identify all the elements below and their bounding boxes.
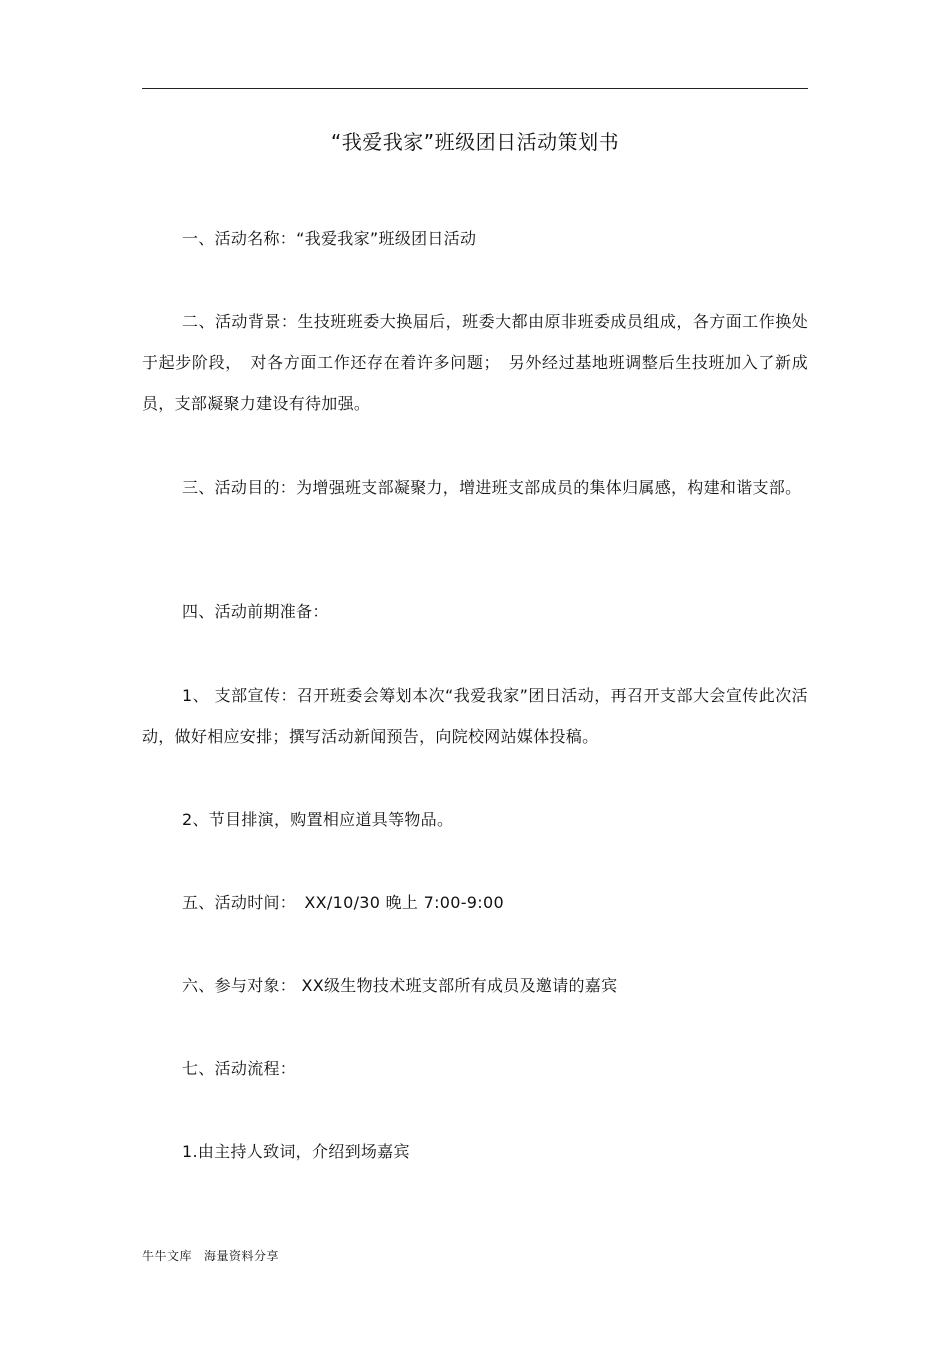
preparation-item-rehearsal: 2、节目排演，购置相应道具等物品。 xyxy=(182,810,454,829)
section-activity-process: 七、活动流程： xyxy=(182,1059,297,1078)
section-participants: 六、参与对象： XX级生物技术班支部所有成员及邀请的嘉宾 xyxy=(182,976,618,995)
preparation-item-publicity: 1、 支部宣传：召开班委会筹划本次“我爱我家”团日活动，再召开支部大会宣传此次活动，做好相应安排；撰写活动新闻预告，向院校网站媒体投稿。 xyxy=(142,686,808,746)
section-activity-name: 一、活动名称：“我爱我家”班级团日活动 xyxy=(182,229,477,248)
section-activity-background: 二、活动背景：生技班班委大换届后，班委大都由原非班委成员组成，各方面工作换处于起步阶段， 对各方面工作还存在着许多问题； 另外经过基地班调整后生技班加入了新成员，支部凝聚力建设有待加强。 xyxy=(142,312,808,413)
document-title: “我爱我家”班级团日活动策划书 xyxy=(330,130,620,154)
process-item-opening: 1.由主持人致词，介绍到场嘉宾 xyxy=(182,1142,410,1161)
section-activity-time: 五、活动时间： XX/10/30 晚上 7:00-9:00 xyxy=(182,893,504,912)
footer-slogan: 海量资料分享 xyxy=(204,1249,280,1263)
page-footer xyxy=(142,1247,279,1265)
section-preparation-heading: 四、活动前期准备： xyxy=(182,602,329,621)
footer-brand: 牛牛文库 xyxy=(142,1249,193,1263)
header-rule xyxy=(142,88,808,89)
section-activity-purpose: 三、活动目的：为增强班支部凝聚力，增进班支部成员的集体归属感，构建和谐支部。 xyxy=(182,478,802,497)
